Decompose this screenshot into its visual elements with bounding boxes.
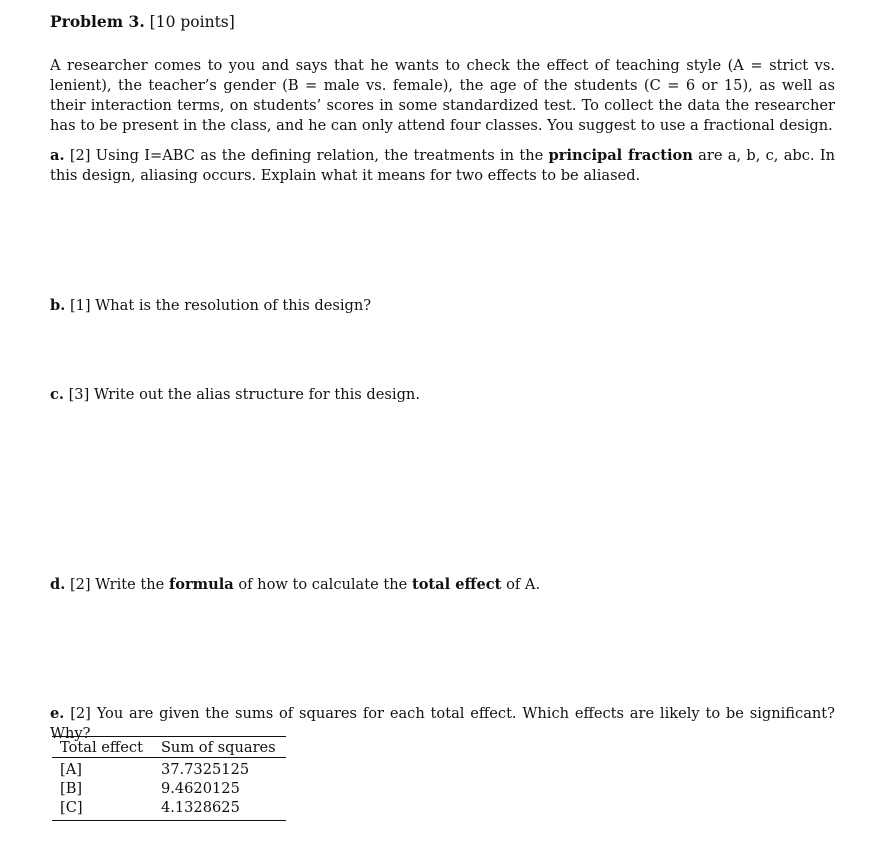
question-d-text-3: of A.: [506, 576, 541, 593]
question-d-bold-2: total effect: [411, 576, 502, 593]
problem-points: [10 points]: [149, 13, 235, 31]
table-cell-ss: 4.1328625: [153, 798, 286, 821]
question-e-label: e.: [50, 705, 65, 722]
question-e-points: [2]: [70, 705, 91, 722]
question-d-text-2: of how to calculate the: [238, 576, 408, 593]
question-d: [50, 575, 835, 595]
table-cell-ss: 9.4620125: [160, 780, 240, 797]
question-a: [50, 146, 835, 186]
question-b-text: What is the resolution of this design?: [95, 297, 372, 314]
question-d-label: d.: [50, 576, 66, 593]
question-a-points: [2]: [69, 147, 91, 164]
question-c-text: Write out the alias structure for this design.: [93, 386, 420, 403]
table-row: [52, 798, 286, 821]
question-c-label: c.: [50, 386, 64, 403]
sum-of-squares-table: [52, 736, 286, 821]
problem-heading: Problem 3.: [50, 12, 145, 31]
question-a-bold-1: principal fraction: [548, 147, 693, 164]
question-d-text-1: Write the: [95, 576, 165, 593]
question-c: [50, 385, 835, 405]
question-c-points: [3]: [68, 386, 90, 403]
table-row: [52, 779, 286, 798]
table-header-total-effect: Total effect: [52, 737, 153, 758]
question-a-label: a.: [50, 147, 65, 164]
table-row: [52, 758, 286, 780]
table-cell-effect: [B]: [60, 780, 83, 797]
table-header-row: [52, 737, 286, 758]
question-d-bold-1: formula: [168, 576, 234, 593]
table-cell-effect: [A]: [60, 761, 82, 778]
table-cell-ss: 37.7325125: [160, 761, 250, 778]
question-d-points: [2]: [69, 576, 91, 593]
question-a-text-1: Using I=ABC as the defining relation, the treatments in the: [95, 147, 544, 164]
question-a-text-2: are a, b, c, abc. In this design, aliasing occurs. Explain what it means for two effects to be aliased.: [50, 147, 836, 184]
question-b: [50, 296, 835, 316]
question-e-text: You are given the sums of squares for each total effect. Which effects are likely to be significant? Why?: [50, 705, 835, 742]
table-cell-effect: [C]: [52, 798, 153, 821]
question-b-label: b.: [50, 297, 66, 314]
problem-intro: A researcher comes to you and says that he wants to check the effect of teaching style (A = strict vs. lenient), the teacher’s gender (B = male vs. female), the age of the students (C = 6 or 15), as well as their interaction terms, on students’ scores in some standardized test. To collect the data the researcher has to be present in the class, and he can only attend four classes. You suggest to use a fractional design.: [50, 57, 835, 134]
question-b-points: [1]: [69, 297, 91, 314]
table-header-sum-of-squares: Sum of squares: [153, 737, 286, 758]
problem-title: [50, 12, 235, 31]
